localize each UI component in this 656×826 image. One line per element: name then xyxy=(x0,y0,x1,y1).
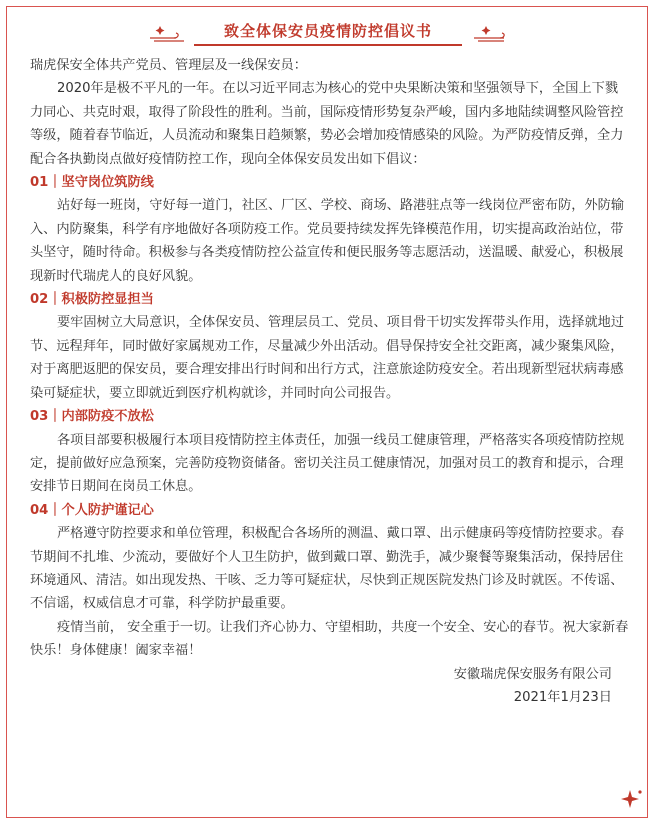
intro-paragraph: 2020年是极不平凡的一年。在以习近平同志为核心的党中央果断决策和坚强领导下，全国上下戮力同心、共克时艰，取得了阶段性的胜利。当前，国际疫情形势复杂严峻，国内多地陆续调整风险管控等级，随着春节临近，人员流动和聚集日趋频繁，势必会增加疫情感染的风险。为严防疫情反弹，全力配合各执勤岗点做好疫情防控工作，现向全体保安员发出如下倡议： xyxy=(30,81,624,167)
section-body-1: 站好每一班岗，守好每一道门，社区、厂区、学校、商场、路港驻点等一线岗位严密布防，外防输入、内防聚集，科学有序地做好各项防疫工作。党员要持续发挥先锋模范作用，切实提高政治站位，带头坚守，随时待命。积极参与各类疫情防控公益宣传和便民服务等志愿活动，送温暖、献爱心，积极展现新时代瑞虎人的良好风貌。 xyxy=(30,198,625,284)
document-body xyxy=(30,54,630,709)
section-body-4: 严格遵守防控要求和单位管理，积极配合各场所的测温、戴口罩、出示健康码等疫情防控要求。春节期间不扎堆、少流动，要做好个人卫生防护，做到戴口罩、勤洗手，减少聚餐等聚集活动，保持居住环境通风、清洁。如出现发热、干咳、乏力等可疑症状，尽快到正规医院发热门诊及时就医。不传谣、不信谣，权威信息才可靠，科学防护最重要。 xyxy=(30,526,625,612)
date: 2021年1月23日 xyxy=(513,689,612,705)
document-title: 致全体保安员疫情防控倡议书 xyxy=(223,22,432,40)
section-heading-1: 01｜坚守岗位筑防线 xyxy=(30,175,154,191)
signature: 安徽瑞虎保安服务有限公司 xyxy=(453,666,612,682)
section-heading-2: 02｜积极防控显担当 xyxy=(30,292,154,308)
title-underline xyxy=(194,44,462,46)
section-body-3: 各项目部要积极履行本项目疫情防控主体责任，加强一线员工健康管理，严格落实各项疫情防控规定，提前做好应急预案，完善防疫物资储备。密切关注员工健康情况，加强对员工的教育和提示，合理安排节日期间在岗员工休息。 xyxy=(30,432,625,495)
right-cloud-icon xyxy=(470,22,510,44)
title-bar xyxy=(0,20,656,50)
section-body-2: 要牢固树立大局意识，全体保安员、管理层员工、党员、项目骨干切实发挥带头作用，选择就地过节、远程拜年，同时做好家属规劝工作，尽量减少外出活动。倡导保持安全社交距离，减少聚集风险，对于离肥返肥的保安员，要合理安排出行时间和出行方式，注意旅途防疫安全。若出现新型冠状病毒感染可疑症状，要立即就近到医疗机构就诊，并同时向公司报告。 xyxy=(30,315,625,401)
greeting: 瑞虎保安全体共产党员、管理层及一线保安员： xyxy=(30,58,307,73)
left-cloud-icon xyxy=(148,22,188,44)
section-heading-4: 04｜个人防护谨记心 xyxy=(30,502,154,518)
section-heading-3: 03｜内部防疫不放松 xyxy=(30,409,154,425)
sparkle-icon xyxy=(618,788,644,814)
closing-paragraph: 疫情当前， 安全重于一切。让我们齐心协力、守望相助，共度一个安全、安心的春节。祝大家新春快乐！身体健康！阖家幸福！ xyxy=(30,619,629,659)
